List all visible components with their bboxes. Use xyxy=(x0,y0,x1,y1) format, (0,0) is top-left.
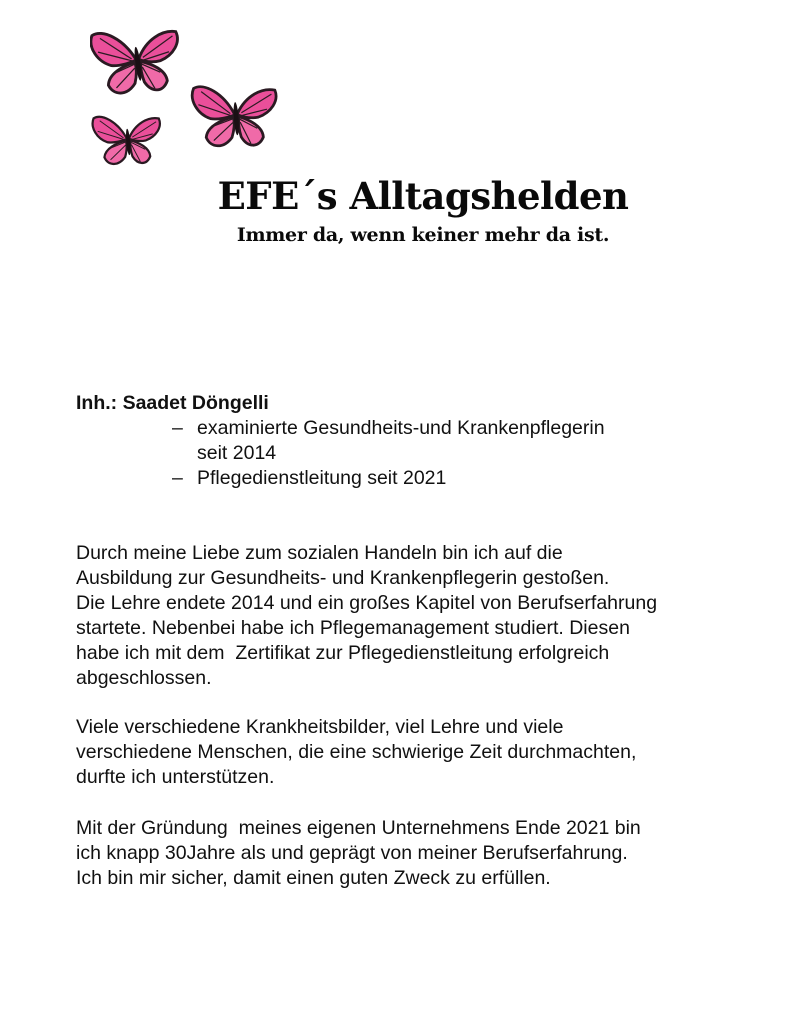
text-line: startete. Nebenbei habe ich Pflegemanagement studiert. Diesen xyxy=(76,617,630,639)
qualification-item xyxy=(172,466,605,491)
company-tagline: Immer da, wenn keiner mehr da ist. xyxy=(236,224,610,246)
text-line: ich knapp 30Jahre als und geprägt von meiner Berufserfahrung. xyxy=(76,842,628,864)
dash-bullet-icon: – xyxy=(172,467,183,489)
text-line: habe ich mit dem Zertifikat zur Pflegedienstleitung erfolgreich xyxy=(76,642,610,664)
text-line: Mit der Gründung meines eigenen Unternehmens Ende 2021 bin xyxy=(76,817,641,839)
butterfly-icon xyxy=(190,74,282,156)
text-line: verschiedene Menschen, die eine schwierige Zeit durchmachten, xyxy=(76,741,637,763)
text-line: Viele verschiedene Krankheitsbilder, viel Lehre und viele xyxy=(76,716,564,738)
paragraph-founding xyxy=(76,816,756,891)
text-line: Ich bin mir sicher, damit einen guten Zweck zu erfüllen. xyxy=(76,867,551,889)
qualification-line: examinierte Gesundheits-und Krankenpflegerin xyxy=(197,417,605,439)
text-line: abgeschlossen. xyxy=(76,667,212,689)
qualification-list xyxy=(172,416,605,491)
qualification-line: Pflegedienstleitung seit 2021 xyxy=(197,467,447,489)
text-line: Durch meine Liebe zum sozialen Handeln bin ich auf die xyxy=(76,542,563,564)
text-line: Ausbildung zur Gesundheits- und Krankenpflegerin gestoßen. xyxy=(76,567,610,589)
butterfly-icon xyxy=(90,20,185,100)
company-title: EFE´s Alltagshelden xyxy=(217,174,629,218)
butterfly-icon xyxy=(90,108,166,170)
paragraph-career xyxy=(76,541,756,691)
text-line: Die Lehre endete 2014 und ein großes Kapitel von Berufserfahrung xyxy=(76,592,658,614)
qualification-item xyxy=(172,416,605,466)
dash-bullet-icon: – xyxy=(172,417,183,439)
owner-label: Inh.: Saadet Döngelli xyxy=(76,392,269,414)
paragraph-experience xyxy=(76,715,756,790)
text-line: durfte ich unterstützen. xyxy=(76,766,275,788)
qualification-line: seit 2014 xyxy=(197,442,277,464)
